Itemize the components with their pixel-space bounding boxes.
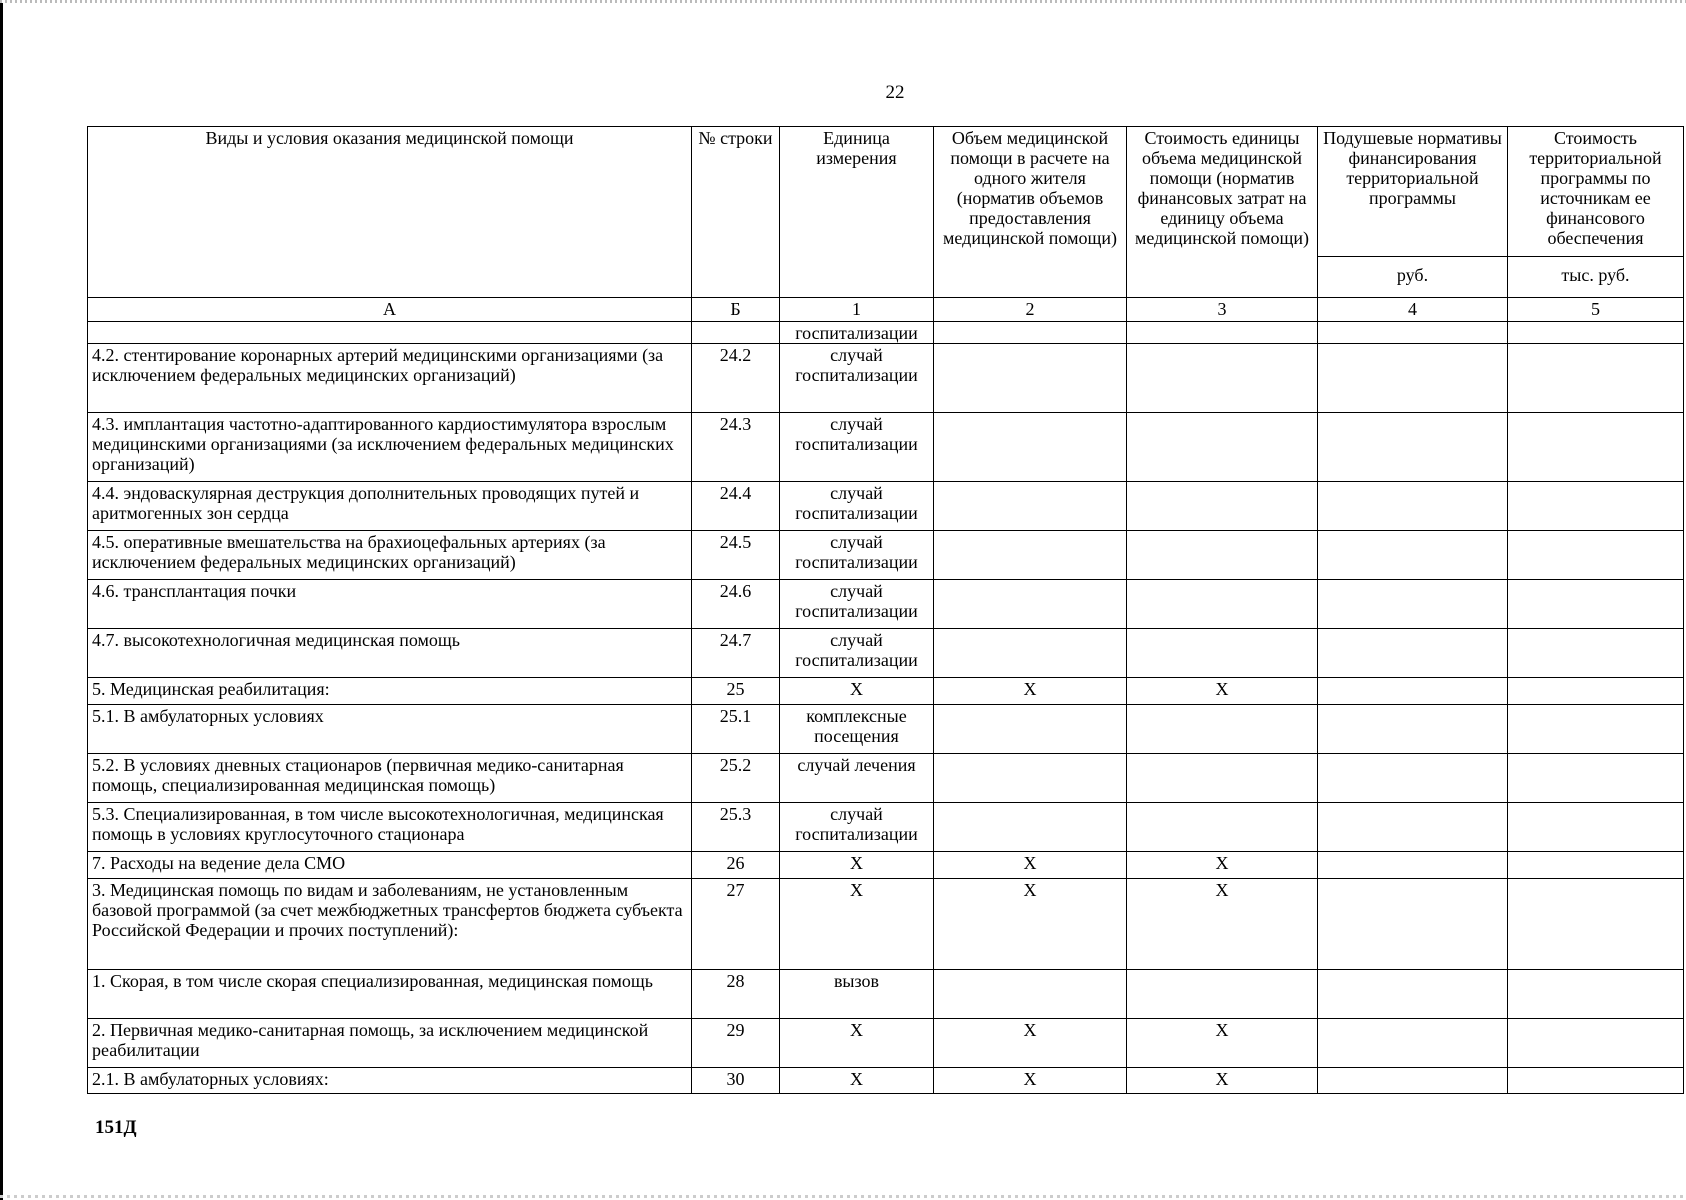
table-row [88, 678, 1684, 705]
row-volume: Х [934, 1019, 1127, 1068]
row-unit: Х [780, 678, 934, 705]
row-volume [934, 344, 1127, 413]
row-number: 29 [692, 1019, 780, 1068]
row-unit-cost: Х [1127, 852, 1318, 879]
row-per-capita [1318, 322, 1508, 344]
row-program-cost [1508, 970, 1684, 1019]
header-unit-rub: руб. [1318, 257, 1508, 298]
row-unit-cost: Х [1127, 879, 1318, 970]
row-name: 4.6. трансплантация почки [88, 580, 692, 629]
row-unit-cost [1127, 413, 1318, 482]
table-row [88, 803, 1684, 852]
row-number: 24.2 [692, 344, 780, 413]
row-name: 2. Первичная медико-санитарная помощь, за исключением медицинской реабилитации [88, 1019, 692, 1068]
row-volume [934, 482, 1127, 531]
row-unit: случай госпитализации [780, 803, 934, 852]
row-number: 24.4 [692, 482, 780, 531]
header-row-number: № строки [692, 127, 780, 298]
row-name: 5.2. В условиях дневных стационаров (первичная медико-санитарная помощь, специализированная медицинская помощь) [88, 754, 692, 803]
index-cell: Б [692, 298, 780, 322]
row-unit-cost [1127, 754, 1318, 803]
row-program-cost [1508, 322, 1684, 344]
row-number: 25.2 [692, 754, 780, 803]
row-per-capita [1318, 852, 1508, 879]
scan-top-edge [0, 0, 1686, 3]
row-program-cost [1508, 803, 1684, 852]
row-program-cost [1508, 705, 1684, 754]
row-number: 25 [692, 678, 780, 705]
row-name [88, 322, 692, 344]
table-row [88, 852, 1684, 879]
scan-bottom-edge [0, 1195, 1686, 1198]
row-unit-cost [1127, 322, 1318, 344]
row-unit-cost [1127, 629, 1318, 678]
row-program-cost [1508, 1068, 1684, 1094]
row-per-capita [1318, 970, 1508, 1019]
row-per-capita [1318, 629, 1508, 678]
table-row [88, 580, 1684, 629]
table-row [88, 1019, 1684, 1068]
header-program-cost: Стоимость территориальной программы по источникам ее финансового обеспечения [1508, 127, 1684, 257]
table-row [88, 322, 1684, 344]
row-volume: Х [934, 678, 1127, 705]
row-unit: Х [780, 1019, 934, 1068]
row-number: 30 [692, 1068, 780, 1094]
row-volume [934, 580, 1127, 629]
row-number: 24.7 [692, 629, 780, 678]
row-name: 2.1. В амбулаторных условиях: [88, 1068, 692, 1094]
row-volume [934, 322, 1127, 344]
table-row [88, 482, 1684, 531]
row-volume [934, 803, 1127, 852]
table-row [88, 629, 1684, 678]
row-number [692, 322, 780, 344]
row-unit: госпитализации [780, 322, 934, 344]
row-per-capita [1318, 413, 1508, 482]
row-unit-cost [1127, 482, 1318, 531]
row-unit-cost [1127, 970, 1318, 1019]
row-name: 5. Медицинская реабилитация: [88, 678, 692, 705]
index-row [88, 298, 1684, 322]
header-per-capita: Подушевые нормативы финансирования территориальной программы [1318, 127, 1508, 257]
row-unit: случай госпитализации [780, 580, 934, 629]
row-number: 26 [692, 852, 780, 879]
row-unit-cost [1127, 531, 1318, 580]
row-number: 25.3 [692, 803, 780, 852]
row-per-capita [1318, 1019, 1508, 1068]
financing-table [87, 126, 1684, 1094]
row-per-capita [1318, 879, 1508, 970]
row-program-cost [1508, 879, 1684, 970]
row-per-capita [1318, 531, 1508, 580]
row-unit-cost: Х [1127, 678, 1318, 705]
row-program-cost [1508, 580, 1684, 629]
index-cell: 5 [1508, 298, 1684, 322]
row-unit: Х [780, 879, 934, 970]
row-unit: случай госпитализации [780, 629, 934, 678]
row-per-capita [1318, 344, 1508, 413]
row-name: 3. Медицинская помощь по видам и заболеваниям, не установленным базовой программой (за счет межбюджетных трансфертов бюджета субъекта Российской Федерации и прочих поступлений): [88, 879, 692, 970]
row-unit: Х [780, 852, 934, 879]
row-name: 5.3. Специализированная, в том числе высокотехнологичная, медицинская помощь в условиях круглосуточного стационара [88, 803, 692, 852]
table-row [88, 531, 1684, 580]
header-types-of-care: Виды и условия оказания медицинской помощи [88, 127, 692, 298]
index-cell: 3 [1127, 298, 1318, 322]
document-code: 151Д [95, 1117, 137, 1138]
row-name: 4.5. оперативные вмешательства на брахиоцефальных артериях (за исключением федеральных медицинских организаций) [88, 531, 692, 580]
row-unit: случай госпитализации [780, 344, 934, 413]
index-cell: 4 [1318, 298, 1508, 322]
table-row [88, 705, 1684, 754]
row-program-cost [1508, 413, 1684, 482]
table-row [88, 413, 1684, 482]
row-unit-cost [1127, 705, 1318, 754]
row-volume: Х [934, 1068, 1127, 1094]
row-program-cost [1508, 852, 1684, 879]
row-name: 4.2. стентирование коронарных артерий медицинскими организациями (за исключением федеральных медицинских организаций) [88, 344, 692, 413]
row-name: 7. Расходы на ведение дела СМО [88, 852, 692, 879]
row-unit-cost: Х [1127, 1019, 1318, 1068]
row-unit-cost: Х [1127, 1068, 1318, 1094]
row-unit: случай госпитализации [780, 531, 934, 580]
row-program-cost [1508, 754, 1684, 803]
row-volume [934, 970, 1127, 1019]
row-unit-cost [1127, 803, 1318, 852]
row-volume: Х [934, 852, 1127, 879]
row-name: 4.4. эндоваскулярная деструкция дополнительных проводящих путей и аритмогенных зон сердца [88, 482, 692, 531]
row-volume: Х [934, 879, 1127, 970]
row-number: 28 [692, 970, 780, 1019]
row-program-cost [1508, 531, 1684, 580]
page-number: 22 [885, 82, 905, 103]
row-unit: случай госпитализации [780, 482, 934, 531]
row-program-cost [1508, 1019, 1684, 1068]
row-per-capita [1318, 678, 1508, 705]
row-unit-cost [1127, 580, 1318, 629]
row-name: 4.7. высокотехнологичная медицинская помощь [88, 629, 692, 678]
row-volume [934, 705, 1127, 754]
table-header [88, 127, 1684, 322]
row-unit: комплексные посещения [780, 705, 934, 754]
row-unit-cost [1127, 344, 1318, 413]
header-unit: Единица измерения [780, 127, 934, 298]
row-per-capita [1318, 580, 1508, 629]
row-program-cost [1508, 482, 1684, 531]
row-volume [934, 413, 1127, 482]
header-unit-cost: Стоимость единицы объема медицинской помощи (норматив финансовых затрат на единицу объема медицинской помощи) [1127, 127, 1318, 298]
row-unit: случай лечения [780, 754, 934, 803]
row-unit: вызов [780, 970, 934, 1019]
row-unit: Х [780, 1068, 934, 1094]
table-row [88, 754, 1684, 803]
row-name: 4.3. имплантация частотно-адаптированного кардиостимулятора взрослым медицинскими организациями (за исключением федеральных медицинских организаций) [88, 413, 692, 482]
row-program-cost [1508, 629, 1684, 678]
row-number: 24.3 [692, 413, 780, 482]
header-volume: Объем медицинской помощи в расчете на одного жителя (норматив объемов предоставления медицинской помощи) [934, 127, 1127, 298]
row-name: 1. Скорая, в том числе скорая специализированная, медицинская помощь [88, 970, 692, 1019]
row-unit: случай госпитализации [780, 413, 934, 482]
row-number: 24.5 [692, 531, 780, 580]
table-row [88, 970, 1684, 1019]
row-volume [934, 629, 1127, 678]
table-row [88, 1068, 1684, 1094]
table-row [88, 879, 1684, 970]
header-unit-thousand-rub: тыс. руб. [1508, 257, 1684, 298]
index-cell: 1 [780, 298, 934, 322]
index-cell: А [88, 298, 692, 322]
row-per-capita [1318, 1068, 1508, 1094]
row-volume [934, 754, 1127, 803]
scan-left-edge [0, 0, 3, 1200]
index-cell: 2 [934, 298, 1127, 322]
row-program-cost [1508, 678, 1684, 705]
row-volume [934, 531, 1127, 580]
row-name: 5.1. В амбулаторных условиях [88, 705, 692, 754]
row-number: 24.6 [692, 580, 780, 629]
row-program-cost [1508, 344, 1684, 413]
row-per-capita [1318, 705, 1508, 754]
row-number: 25.1 [692, 705, 780, 754]
row-per-capita [1318, 482, 1508, 531]
table-row [88, 344, 1684, 413]
row-per-capita [1318, 754, 1508, 803]
row-per-capita [1318, 803, 1508, 852]
row-number: 27 [692, 879, 780, 970]
